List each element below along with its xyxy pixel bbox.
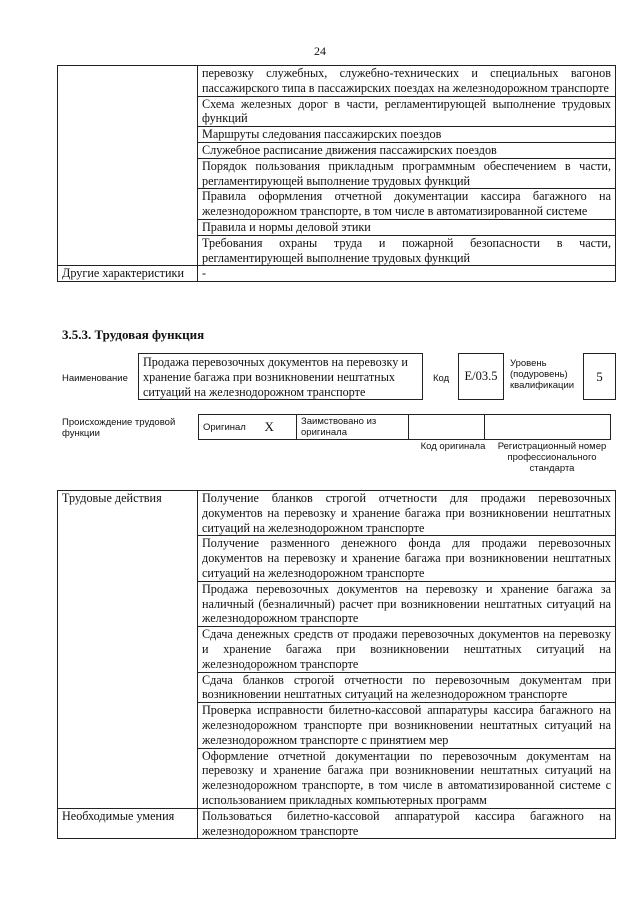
table-row — [58, 66, 616, 97]
row-value: Требования охраны труда и пожарной безопасности в части, регламентирующей выполнение трудовых функций — [198, 235, 616, 266]
row-label-required-skills: Необходимые умения — [58, 808, 198, 839]
row-value: Порядок пользования прикладным программным обеспечением в части, регламентирующей выполнение трудовых функций — [198, 158, 616, 189]
level-label: Уровень (подуровень) квалификации — [510, 358, 575, 391]
table-row — [58, 808, 616, 839]
row-value: Схема железных дорог в части, регламентирующей выполнение трудовых функций — [198, 96, 616, 127]
row-value: Правила оформления отчетной документации кассира багажного на железнодорожном транспорте, в том числе в автоматизированной системе — [198, 189, 616, 220]
table-row — [58, 491, 616, 536]
qualification-level-box: 5 — [583, 353, 616, 400]
row-label-work-actions: Трудовые действия — [58, 491, 198, 809]
row-value: Проверка исправности билетно-кассовой аппаратуры кассира багажного на железнодорожном транспорте при возникновении нештатных ситуаций на железнодорожном транспорте с принятием мер — [198, 703, 616, 748]
borrowed-label: Заимствовано из оригинала — [297, 415, 409, 440]
knowledge-table — [57, 65, 616, 282]
origin-table — [198, 414, 611, 440]
table-row — [58, 266, 616, 282]
row-value: - — [198, 266, 616, 282]
reg-number-caption: Регистрационный номер профессионального стандарта — [497, 441, 607, 474]
name-label: Наименование — [62, 373, 128, 384]
row-value: Сдача бланков строгой отчетности по перевозочным документам при возникновении нештатных ситуаций на железнодорожном транспорте — [198, 672, 616, 703]
original-mark: X — [261, 415, 297, 440]
origin-label: Происхождение трудовой функции — [62, 417, 176, 439]
page-number: 24 — [314, 44, 326, 58]
row-label-other-characteristics: Другие характеристики — [58, 266, 198, 282]
row-value: Получение разменного денежного фонда для продажи перевозочных документов на перевозку и хранение багажа при возникновении нештатных ситуаций на железнодорожном транспорте — [198, 536, 616, 581]
code-original-caption: Код оригинала — [420, 441, 486, 452]
row-value: Оформление отчетной документации по перевозочным документам на перевозку и хранение багажа при возникновении нештатных ситуаций на железнодорожном транспорте, в том числе в автоматизированной системе с использованием прикладных компьютерных программ — [198, 748, 616, 808]
reg-number-cell — [485, 415, 611, 440]
row-value: Правила и нормы деловой этики — [198, 219, 616, 235]
row-value: перевозку служебных, служебно-технических и специальных вагонов пассажирского типа в пассажирских поездах на железнодорожном транспорте — [198, 66, 616, 97]
row-value: Пользоваться билетно-кассовой аппаратурой кассира багажного на железнодорожном транспорте — [198, 808, 616, 839]
row-value: Маршруты следования пассажирских поездов — [198, 127, 616, 143]
row-label — [58, 66, 198, 266]
function-code-box: E/03.5 — [458, 353, 504, 400]
row-value: Служебное расписание движения пассажирских поездов — [198, 142, 616, 158]
work-actions-table — [57, 490, 616, 839]
row-value: Продажа перевозочных документов на перевозку и хранение багажа за наличный (безналичный) расчет при возникновении нештатных ситуаций на железнодорожном транспорте — [198, 581, 616, 626]
row-value: Получение бланков строгой отчетности для продажи перевозочных документов на перевозку и хранение багажа при возникновении нештатных ситуаций на железнодорожном транспорте — [198, 491, 616, 536]
row-value: Сдача денежных средств от продажи перевозочных документов на перевозку и хранение багажа при возникновении нештатных ситуаций на железнодорожном транспорте — [198, 627, 616, 672]
function-name-box: Продажа перевозочных документов на перевозку и хранение багажа при возникновении нештатных ситуаций на железнодорожном транспорте — [138, 353, 423, 400]
code-original-cell — [409, 415, 485, 440]
original-label: Оригинал — [199, 415, 261, 440]
section-title: 3.5.3. Трудовая функция — [62, 327, 205, 342]
code-label: Код — [433, 373, 450, 384]
